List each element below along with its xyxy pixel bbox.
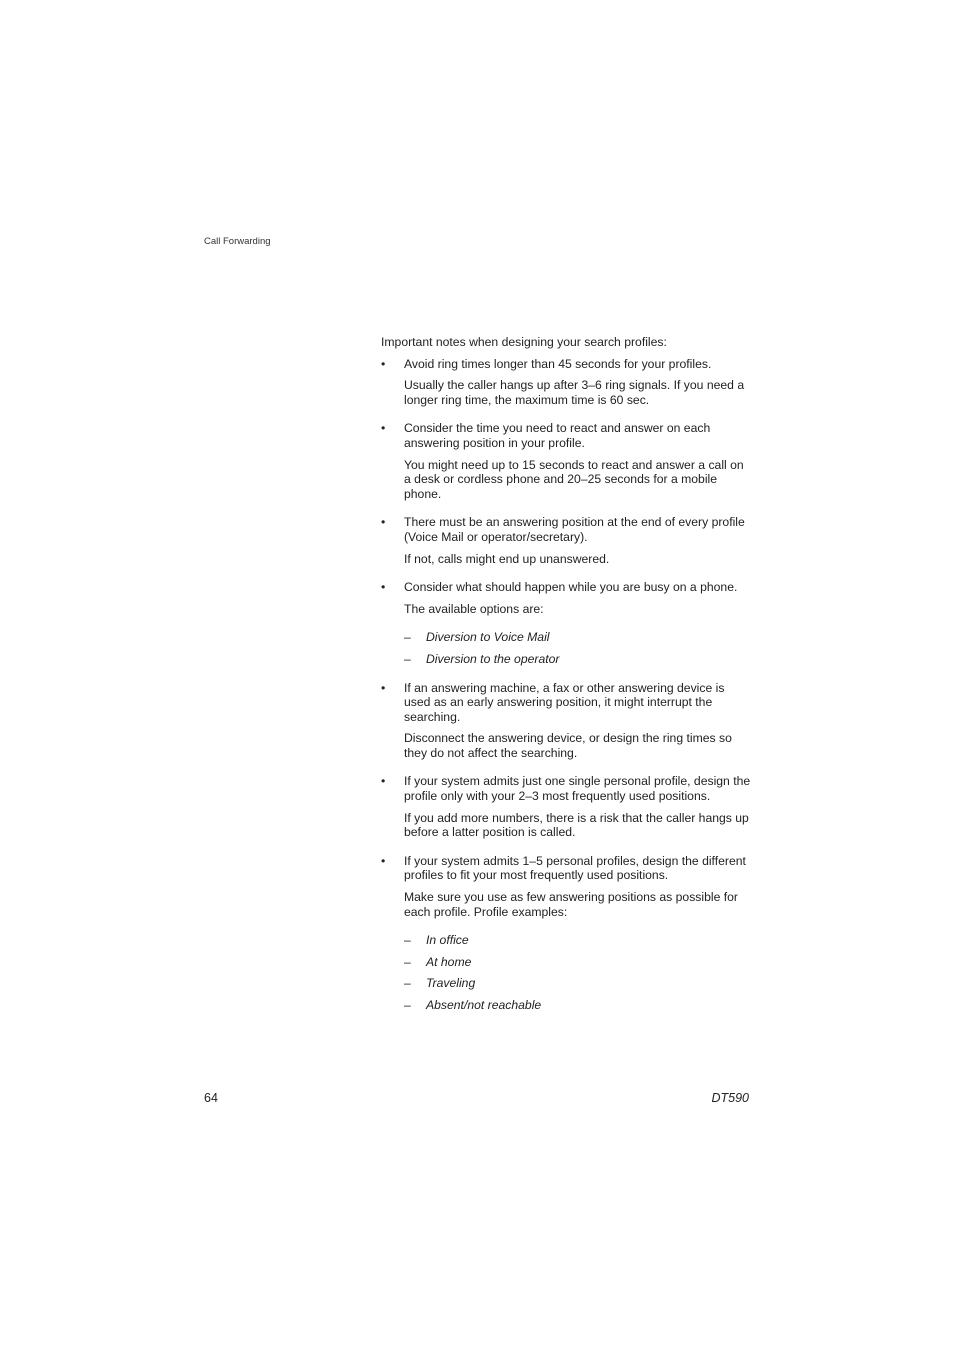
option-list bbox=[404, 933, 751, 1012]
bullet-marker: • bbox=[381, 356, 386, 371]
note-detail: You might need up to 15 seconds to react and answer a call on a desk or cordless phone and 20–25 seconds for a mobile phone. bbox=[404, 457, 744, 501]
option-list bbox=[404, 630, 751, 666]
page-number: 64 bbox=[204, 1091, 218, 1105]
notes-list bbox=[381, 357, 751, 1013]
note-text: If your system admits 1–5 personal profiles, design the different profiles to fit your most frequently used positions. bbox=[404, 853, 746, 883]
note-detail: Make sure you use as few answering positions as possible for each profile. Profile examples: bbox=[404, 890, 738, 919]
dash-marker: – bbox=[404, 651, 411, 666]
note-text: If an answering machine, a fax or other answering device is used as an early answering position, it might interrupt the searching. bbox=[404, 680, 725, 724]
option-item bbox=[404, 933, 751, 948]
option-item bbox=[404, 955, 751, 970]
dash-marker: – bbox=[404, 933, 411, 948]
note-detail: Usually the caller hangs up after 3–6 ring signals. If you need a longer ring time, the maximum time is 60 sec. bbox=[404, 378, 745, 407]
bullet-marker: • bbox=[381, 853, 386, 868]
list-item bbox=[381, 580, 751, 666]
main-content bbox=[381, 335, 751, 1027]
list-item bbox=[381, 681, 751, 761]
bullet-marker: • bbox=[381, 515, 386, 530]
option-label: In office bbox=[426, 933, 469, 948]
dash-marker: – bbox=[404, 954, 411, 969]
note-detail: Disconnect the answering device, or design the ring times so they do not affect the searching. bbox=[404, 731, 732, 760]
intro-text: Important notes when designing your search profiles: bbox=[381, 335, 667, 349]
note-text: Consider the time you need to react and answer on each answering position in your profile. bbox=[404, 421, 711, 450]
product-model: DT590 bbox=[711, 1091, 749, 1105]
list-item bbox=[381, 421, 751, 501]
list-item bbox=[381, 854, 751, 1013]
bullet-marker: • bbox=[381, 421, 386, 436]
note-text: Avoid ring times longer than 45 seconds for your profiles. bbox=[404, 356, 712, 371]
option-item bbox=[404, 652, 751, 667]
option-label: Traveling bbox=[426, 976, 476, 991]
bullet-marker: • bbox=[381, 580, 386, 595]
bullet-marker: • bbox=[381, 774, 386, 789]
note-text: Consider what should happen while you are busy on a phone. bbox=[404, 580, 738, 595]
dash-marker: – bbox=[404, 976, 411, 991]
note-text: If your system admits just one single personal profile, design the profile only with your 2–3 most frequently used positions. bbox=[404, 774, 751, 804]
dash-marker: – bbox=[404, 998, 411, 1012]
note-text: There must be an answering position at the end of every profile (Voice Mail or operator/secretary). bbox=[404, 515, 745, 544]
option-label: Diversion to the operator bbox=[426, 651, 560, 666]
section-header: Call Forwarding bbox=[204, 236, 271, 247]
option-label: Absent/not reachable bbox=[426, 998, 542, 1012]
bullet-marker: • bbox=[381, 680, 386, 695]
list-item bbox=[381, 774, 751, 839]
dash-marker: – bbox=[404, 630, 411, 645]
list-item bbox=[381, 357, 751, 408]
option-label: Diversion to Voice Mail bbox=[426, 630, 550, 645]
note-detail: If you add more numbers, there is a risk that the caller hangs up before a latter position is called. bbox=[404, 810, 749, 840]
option-label: At home bbox=[426, 954, 472, 969]
option-item bbox=[404, 630, 751, 645]
note-detail: If not, calls might end up unanswered. bbox=[404, 551, 610, 566]
option-item bbox=[404, 998, 751, 1013]
list-item bbox=[381, 515, 751, 566]
option-item bbox=[404, 976, 751, 991]
note-detail: The available options are: bbox=[404, 601, 544, 616]
